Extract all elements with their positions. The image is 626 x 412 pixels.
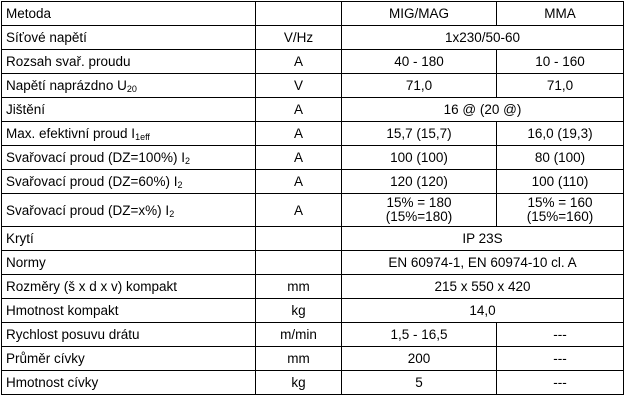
mig-value-cell: 40 - 180	[342, 50, 497, 74]
param-cell	[2, 146, 256, 170]
unit-cell: mm	[256, 275, 342, 299]
unit-cell	[256, 251, 342, 275]
table-row	[2, 122, 624, 146]
mma-value-cell: 16,0 (19,3)	[497, 122, 624, 146]
param-text: Svařovací proud (DZ=x%) I	[6, 202, 170, 218]
param-text: Napětí naprázdno U	[6, 78, 127, 93]
table-row	[2, 74, 624, 98]
param-text: Svařovací proud (DZ=100%) I	[6, 150, 185, 165]
mig-value-cell	[342, 194, 497, 227]
unit-cell: m/min	[256, 323, 342, 347]
param-cell: Rozměry (š x d x v) kompakt	[2, 275, 256, 299]
param-subscript: 20	[126, 84, 137, 94]
mma-value-cell: 80 (100)	[497, 146, 624, 170]
table-row	[2, 251, 624, 275]
unit-cell	[256, 227, 342, 251]
param-cell	[2, 170, 256, 194]
mma-value-cell: 10 - 160	[497, 50, 624, 74]
merged-value-cell: IP 23S	[342, 227, 624, 251]
header-unit	[256, 2, 342, 26]
mig-value-cell: 15,7 (15,7)	[342, 122, 497, 146]
table-row	[2, 26, 624, 50]
param-cell: Průměr cívky	[2, 347, 256, 371]
merged-value-cell: 1x230/50-60	[342, 26, 624, 50]
table-row	[2, 98, 624, 122]
param-cell: Jištění	[2, 98, 256, 122]
table-row	[2, 299, 624, 323]
unit-cell: kg	[256, 371, 342, 395]
header-param: Metoda	[2, 2, 256, 26]
unit-cell: V	[256, 74, 342, 98]
table-row	[2, 146, 624, 170]
param-text: Svařovací proud (DZ=60%) I	[6, 174, 178, 189]
mig-value-line: 15% = 180	[386, 195, 452, 210]
param-cell: Normy	[2, 251, 256, 275]
table-row	[2, 227, 624, 251]
unit-cell: A	[256, 194, 342, 227]
mig-value-cell: 71,0	[342, 74, 497, 98]
mma-value-cell	[497, 194, 624, 227]
mig-value-cell: 200	[342, 347, 497, 371]
table-row	[2, 347, 624, 371]
unit-cell: A	[256, 98, 342, 122]
param-cell	[2, 74, 256, 98]
table-row	[2, 50, 624, 74]
unit-cell: A	[256, 122, 342, 146]
unit-cell: V/Hz	[256, 26, 342, 50]
param-cell: Rychlost posuvu drátu	[2, 323, 256, 347]
table-row	[2, 170, 624, 194]
mig-value-cell: 1,5 - 16,5	[342, 323, 497, 347]
unit-cell: A	[256, 50, 342, 74]
param-cell: Síťové napětí	[2, 26, 256, 50]
param-cell: Hmotnost kompakt	[2, 299, 256, 323]
table-row	[2, 194, 624, 227]
param-cell: Hmotnost cívky	[2, 371, 256, 395]
unit-cell: mm	[256, 347, 342, 371]
param-text: Max. efektivní proud I	[6, 126, 136, 141]
merged-value-cell: 215 x 550 x 420	[342, 275, 624, 299]
header-row	[2, 2, 624, 26]
mma-value-cell: 100 (110)	[497, 170, 624, 194]
mma-value-cell: ---	[497, 371, 624, 395]
table-row	[2, 323, 624, 347]
mma-value-line: 15% = 160	[527, 195, 593, 210]
param-subscript: 2	[184, 156, 190, 166]
mma-value-cell: 71,0	[497, 74, 624, 98]
spec-table	[1, 1, 624, 395]
mig-value-cell: 100 (100)	[342, 146, 497, 170]
param-cell	[2, 194, 256, 227]
merged-value-cell: EN 60974-1, EN 60974-10 cl. A	[342, 251, 624, 275]
mma-value-cell: ---	[497, 323, 624, 347]
unit-cell: A	[256, 146, 342, 170]
param-subscript: 2	[177, 180, 183, 190]
param-subscript: 1eff	[135, 132, 150, 142]
param-cell	[2, 122, 256, 146]
mig-value-line: (15%=180)	[385, 209, 453, 224]
mig-value-cell: 120 (120)	[342, 170, 497, 194]
mma-value-cell: ---	[497, 347, 624, 371]
mma-value-line: (15%=160)	[526, 209, 594, 224]
mig-value-cell: 5	[342, 371, 497, 395]
header-mig: MIG/MAG	[342, 2, 497, 26]
unit-cell: kg	[256, 299, 342, 323]
header-mma: MMA	[497, 2, 624, 26]
merged-value-cell: 16 @ (20 @)	[342, 98, 624, 122]
merged-value-cell: 14,0	[342, 299, 624, 323]
param-cell: Krytí	[2, 227, 256, 251]
table-row	[2, 371, 624, 395]
param-subscript: 2	[169, 208, 175, 219]
unit-cell: A	[256, 170, 342, 194]
param-cell: Rozsah svař. proudu	[2, 50, 256, 74]
table-row	[2, 275, 624, 299]
